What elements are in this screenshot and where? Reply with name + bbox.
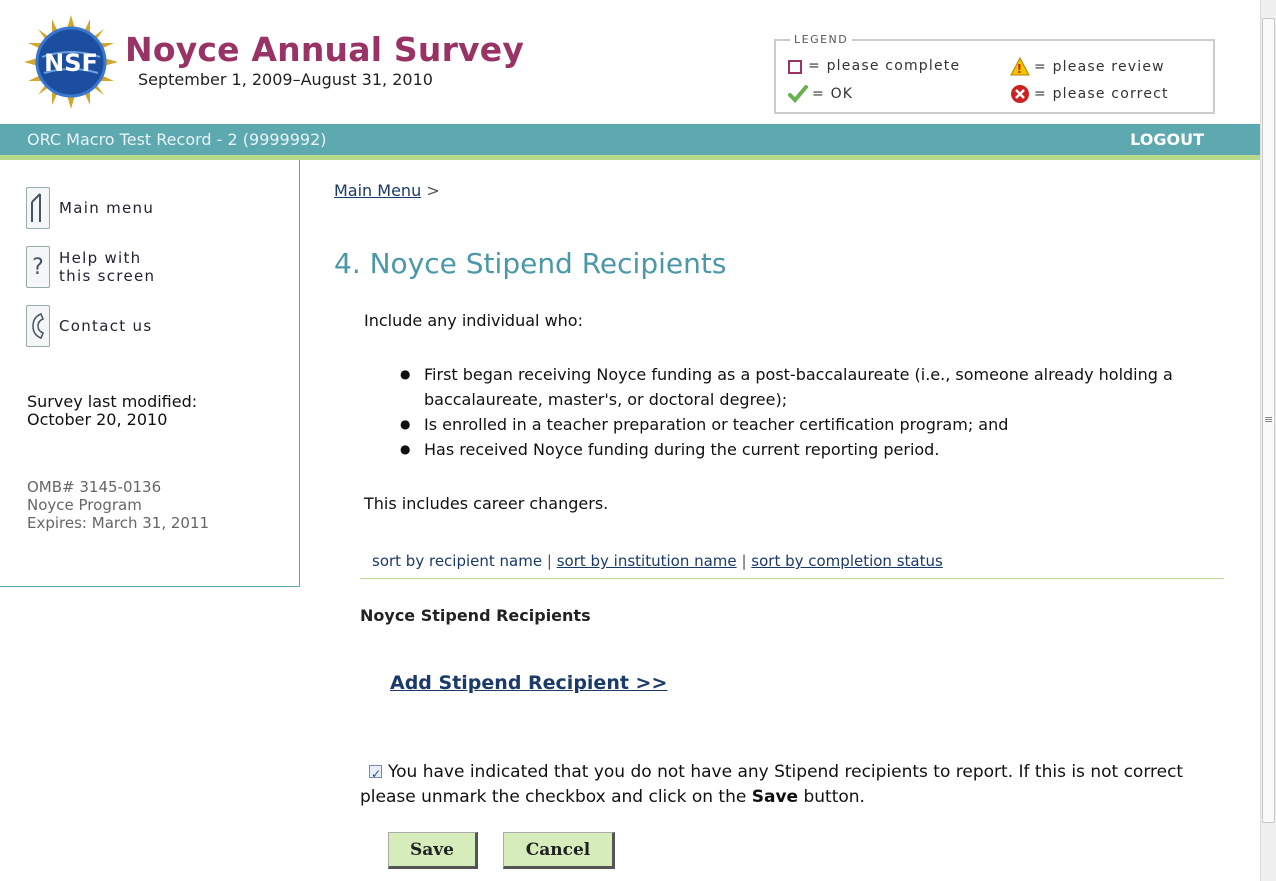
warning-triangle-icon [1010,57,1030,77]
legend-please-correct: = please correct [1010,84,1169,104]
sidebar-contact-link[interactable] [26,305,152,347]
app-title: Noyce Annual Survey [125,30,525,69]
criteria-item: ● Has received Noyce funding during the current reporting period. [400,437,1220,462]
criteria-item: ● Is enrolled in a teacher preparation or teacher certification program; and [400,412,1220,437]
svg-text:!: ! [1016,62,1024,76]
sidebar-help-label: Help with this screen [59,249,156,285]
breadcrumb-main-menu-link[interactable]: Main Menu [334,181,422,200]
sort-bar: sort by recipient name | sort by institution name | sort by completion status [360,552,1224,579]
save-button[interactable]: Save [388,832,478,869]
phone-icon [26,305,50,347]
logout-link[interactable]: LOGOUT [1130,130,1204,149]
legend-title: LEGEND [790,33,852,46]
sidebar-help-link[interactable] [26,246,155,288]
sidebar-main-menu-label: Main menu [59,199,155,217]
legend-box [774,33,1215,114]
scrollbar-grip-icon: ≡ [1264,413,1274,426]
no-recipients-note: ✓You have indicated that you do not have any Stipend recipients to report. If this is not correct please unmark the checkbox and click on the Save button. [360,760,1220,810]
sidebar [0,160,300,587]
nsf-logo [22,13,120,111]
expiration-date: Expires: March 31, 2011 [27,514,210,532]
survey-modified: Survey last modified: October 20, 2010 [27,392,198,429]
empty-square-icon [788,60,802,74]
page-header [0,0,1260,124]
sidebar-main-menu-link[interactable] [26,187,154,229]
breadcrumb-separator: > [426,181,440,200]
red-x-circle-icon [1010,84,1030,104]
sort-by-status-link[interactable]: sort by completion status [751,552,943,570]
omb-number: OMB# 3145-0136 [27,478,162,496]
main-menu-icon [26,187,50,229]
checkmark-icon [788,84,808,104]
help-icon: ? [26,246,50,288]
legend-ok: = OK [788,84,853,104]
sort-by-recipient-current: sort by recipient name [372,552,543,570]
criteria-list [400,362,1220,462]
career-changers-note: This includes career changers. [364,494,609,513]
breadcrumb [334,181,440,200]
add-stipend-recipient-link[interactable]: Add Stipend Recipient >> [390,672,668,694]
cancel-button[interactable]: Cancel [503,832,615,869]
legend-please-review: ! = please review [1010,57,1165,77]
program-name: Noyce Program [27,496,142,514]
survey-modified-date: October 20, 2010 [27,410,168,429]
record-name: ORC Macro Test Record - 2 (9999992) [27,130,327,149]
record-band [0,124,1260,155]
omb-info [27,478,209,532]
section-heading: Noyce Stipend Recipients [360,606,591,625]
svg-text:NSF: NSF [44,49,98,77]
legend-please-complete: = please complete [788,57,960,74]
survey-period: September 1, 2009–August 31, 2010 [138,70,433,89]
no-recipients-checkbox[interactable] [369,765,382,778]
intro-text: Include any individual who: [364,311,583,330]
sidebar-contact-label: Contact us [59,317,153,335]
sort-by-institution-link[interactable]: sort by institution name [556,552,737,570]
criteria-item: ● First began receiving Noyce funding as a post-baccalaureate (i.e., someone already holding a baccalaureate, master's, or doctoral degree); [400,362,1220,412]
page-title: 4. Noyce Stipend Recipients [334,247,727,280]
